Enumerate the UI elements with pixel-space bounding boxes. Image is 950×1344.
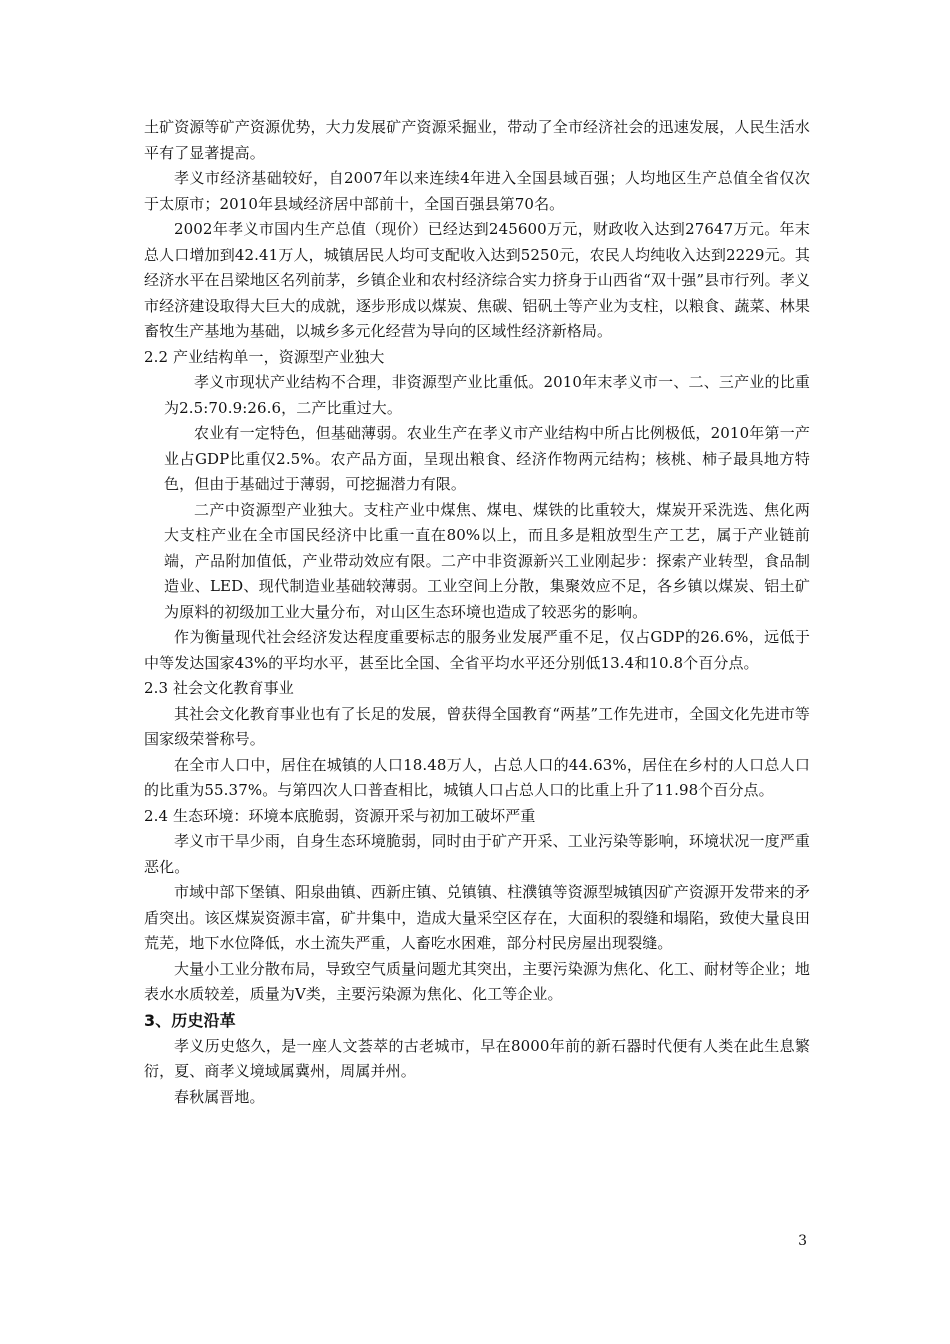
paragraph: 2002年孝义市国内生产总值（现价）已经达到245600万元，财政收入达到27647万元。年末总人口增加到42.41万人，城镇居民人均可支配收入达到5250元，农民人均纯收入达到2229元。其经济水平在吕梁地区名列前茅，乡镇企业和农村经济综合实力挤身于山西省“双十强”县市行列。孝义市经济建设取得大巨大的成就，逐步形成以煤炭、焦碳、铝矾土等产业为支柱，以粮食、蔬菜、林果 畜牧生产基地为基础，以城乡多元化经营为导向的区域性经济新格局。	[144, 220, 810, 340]
section-heading-2-4: 2.4 生态环境：环境本底脆弱，资源开采与初加工破坏严重	[144, 806, 536, 825]
page-number: 3	[798, 1233, 807, 1249]
paragraph: 其社会文化教育事业也有了长足的发展，曾获得全国教育“两基”工作先进市，全国文化先进市等国家级荣誉称号。	[144, 704, 810, 748]
paragraph: 孝义历史悠久，是一座人文荟萃的古老城市，早在8000年前的新石器时代便有人类在此生息繁衍，夏、商孝义境域属冀州，周属并州。	[144, 1036, 810, 1080]
section-heading-2-3: 2.3 社会文化教育事业	[144, 679, 294, 697]
paragraph: 二产中资源型产业独大。支柱产业中煤焦、煤电、煤铁的比重较大，煤炭开采洗选、焦化两大支柱产业在全市国民经济中比重一直在80%以上，而且多是粗放型生产工艺，属于产业链前端，产品附加值低，产业带动效应有限。二产中非资源新兴工业刚起步：探索产业转型，食品制造业、LED、现代制造业基础较薄弱。工业空间上分散，集聚效应不足，各乡镇以煤炭、铝土矿为原料的初级加工业大量分布，对山区生态环境也造成了较恶劣的影响。	[164, 500, 810, 621]
paragraph: 孝义市现状产业结构不合理，非资源型产业比重低。2010年末孝义市一、二、三产业的比重为2.5:70.9:26.6，二产比重过大。	[164, 373, 810, 417]
paragraph: 作为衡量现代社会经济发达程度重要标志的服务业发展严重不足，仅占GDP的26.6%，远低于中等发达国家43%的平均水平，甚至比全国、全省平均水平还分别低13.4和10.8个百分点。	[144, 628, 810, 672]
paragraph: 土矿资源等矿产资源优势，大力发展矿产资源采掘业，带动了全市经济社会的迅速发展，人民生活水平有了显著提高。	[144, 118, 810, 162]
document-body	[144, 115, 810, 1110]
paragraph: 市域中部下堡镇、阳泉曲镇、西新庄镇、兑镇镇、柱濮镇等资源型城镇因矿产资源开发带来的矛盾突出。该区煤炭资源丰富，矿井集中，造成大量采空区存在，大面积的裂缝和塌陷，致使大量良田荒芜，地下水位降低，水土流失严重，人畜吃水困难，部分村民房屋出现裂缝。	[144, 883, 810, 952]
section-heading-2-2: 2.2 产业结构单一，资源型产业独大	[144, 347, 385, 366]
paragraph: 大量小工业分散布局，导致空气质量问题尤其突出，主要污染源为焦化、化工、耐材等企业；地表水水质较差，质量为Ⅴ类，主要污染源为焦化、化工等企业。	[144, 959, 810, 1003]
paragraph: 农业有一定特色，但基础薄弱。农业生产在孝义市产业结构中所占比例极低，2010年第一产业占GDP比重仅2.5%。农产品方面，呈现出粮食、经济作物两元结构；核桃、柿子最具地方特色，但由于基础过于薄弱，可挖掘潜力有限。	[164, 424, 810, 493]
indented-block	[144, 370, 810, 625]
paragraph: 孝义市干旱少雨，自身生态环境脆弱，同时由于矿产开采、工业污染等影响，环境状况一度严重恶化。	[144, 832, 810, 876]
section-heading-3: 3、历史沿革	[144, 1010, 236, 1030]
paragraph: 孝义市经济基础较好，自2007年以来连续4年进入全国县域百强；人均地区生产总值全省仅次于太原市；2010年县域经济居中部前十，全国百强县第70名。	[144, 169, 810, 213]
paragraph: 春秋属晋地。	[174, 1087, 265, 1106]
paragraph: 在全市人口中，居住在城镇的人口18.48万人，占总人口的44.63%，居住在乡村的人口总人口的比重为55.37%。与第四次人口普查相比，城镇人口占总人口的比重上升了11.98个百分点。	[144, 755, 810, 799]
